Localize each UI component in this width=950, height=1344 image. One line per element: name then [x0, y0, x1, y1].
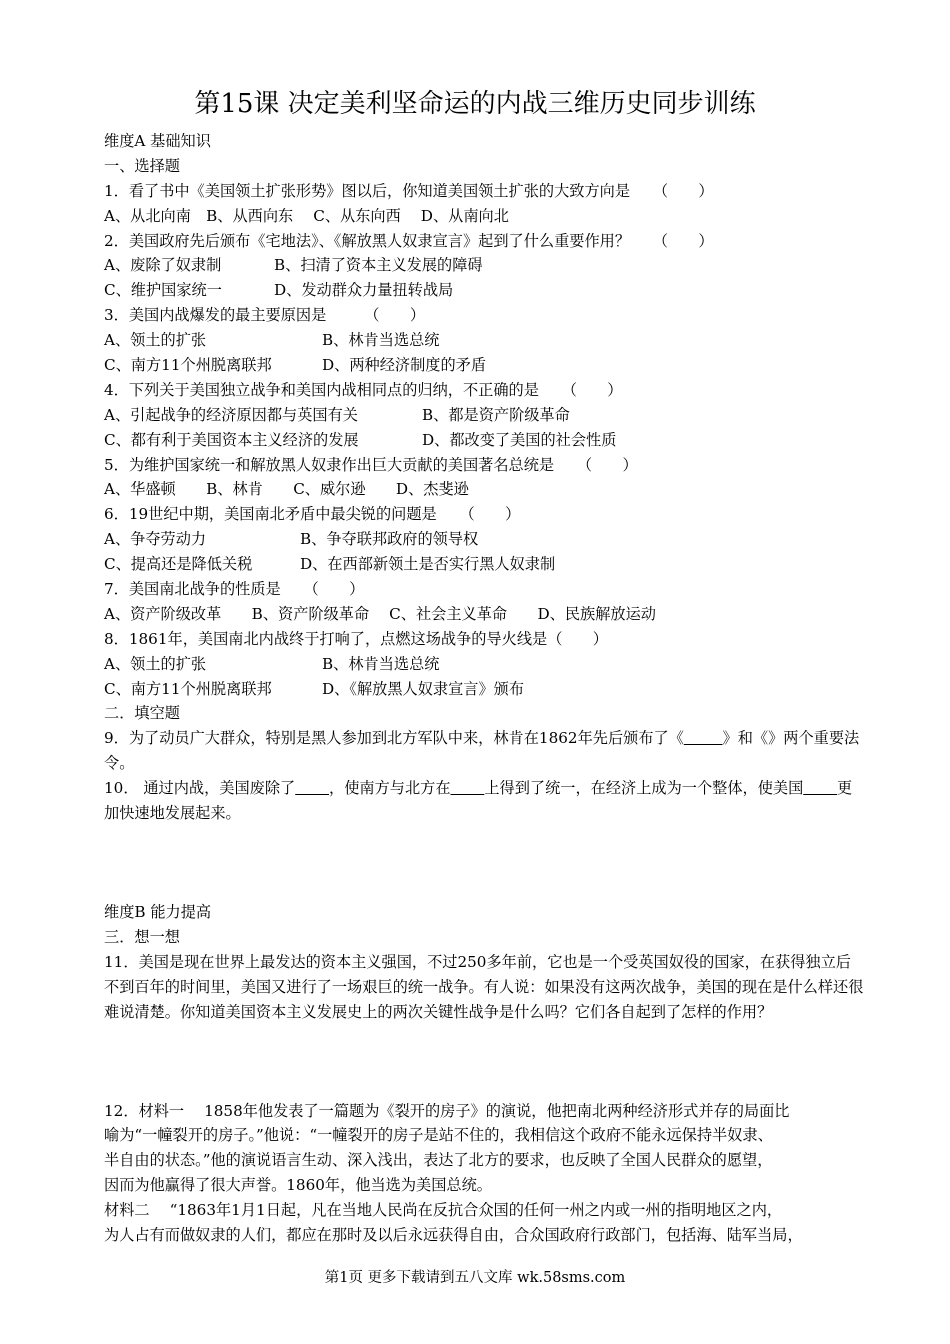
q6-option-c: C、提高还是降低关税 — [104, 555, 253, 574]
q1-options: A、从北向南 B、从西向东 C、从东向西 D、从南向北 — [104, 206, 509, 225]
q10-text-3: 上得到了统一，在经济上成为一个整体，使美国 — [484, 779, 804, 798]
q6-options-row2 — [104, 552, 864, 577]
q3-options-row2 — [104, 353, 864, 378]
q2-option-c: C、维护国家统一 — [104, 281, 222, 300]
q8-option-d: D、《解放黑人奴隶宣言》颁布 — [322, 679, 525, 698]
q5-stem: 5．为维护国家统一和解放黑人奴隶作出巨大贡献的美国著名总统是 （ ） — [104, 455, 638, 474]
dimension-a-heading: 维度A 基础知识 — [104, 132, 211, 150]
dimension-b-heading: 维度B 能力提高 — [104, 903, 212, 921]
q10-text-2: ，使南方与北方在 — [329, 779, 451, 798]
q11: 11．美国是现在世界上最发达的资本主义强国，不过250多年前，它也是一个受英国奴役的国家，在获得独立后不到百年的时间里，美国又进行了一场艰巨的统一战争。有人说：如果没有这两次战争，美国的现在是什么样还很难说清楚。你知道美国资本主义发展史上的两次关键性战争是什么吗？它们各自起到了怎样的作用？ — [104, 952, 864, 1021]
q3-option-b: B、林肯当选总统 — [322, 331, 440, 350]
q9-text-3: 》两个重要法令。 — [104, 729, 860, 773]
q12-material1-line2: 喻为“一幢裂开的房子。”他说：“一幢裂开的房子是站不住的，我相信这个政府不能永远保持半奴隶、 — [104, 1126, 773, 1145]
q6-option-d: D、在西部新领土是否实行黑人奴隶制 — [300, 555, 556, 574]
q4-options-row1 — [104, 403, 864, 428]
page-title: 第15课 决定美利坚命运的内战三维历史同步训练 — [194, 89, 756, 119]
document-body — [104, 129, 864, 1248]
q7-stem: 7．美国南北战争的性质是 （ ） — [104, 580, 365, 599]
q6-option-a: A、争夺劳动力 — [104, 530, 207, 549]
q10-blank-1[interactable] — [295, 779, 329, 797]
page-footer: 第1页 更多下载请到五八文库 wk.58sms.com — [324, 1270, 626, 1286]
section-think-heading: 三．想一想 — [104, 927, 180, 946]
q10 — [104, 776, 864, 826]
q2-options-row1 — [104, 253, 864, 278]
q9-text-2: 》和《 — [722, 729, 769, 748]
q10-text-1: 10． 通过内战，美国废除了 — [104, 779, 296, 798]
q2-options-row2 — [104, 278, 864, 303]
q10-blank-3[interactable] — [803, 779, 837, 797]
spacer — [104, 826, 864, 900]
q8-options-row2 — [104, 677, 864, 702]
q4-option-a: A、引起战争的经济原因都与英国有关 — [104, 405, 358, 424]
q4-options-row2 — [104, 428, 864, 453]
q4-stem: 4．下列关于美国独立战争和美国内战相同点的归纳，不正确的是 （ ） — [104, 380, 623, 399]
q2-option-d: D、发动群众力量扭转战局 — [274, 281, 454, 300]
q4-option-d: D、都改变了美国的社会性质 — [422, 430, 617, 449]
q6-stem: 6．19世纪中期，美国南北矛盾中最尖锐的问题是 （ ） — [104, 505, 521, 524]
q8-stem: 8．1861年，美国南北内战终于打响了，点燃这场战争的导火线是（ ） — [104, 629, 608, 648]
q9 — [104, 726, 864, 776]
q8-option-a: A、领土的扩张 — [104, 654, 207, 673]
q6-option-b: B、争夺联邦政府的领导权 — [300, 530, 479, 549]
q12-material2-line1: 材料二 “1863年1月1日起，凡在当地人民尚在反抗合众国的任何一州之内或一州的指明地区之内， — [104, 1201, 783, 1220]
q12-material2-line2: 为人占有而做奴隶的人们，都应在那时及以后永远获得自由，合众国政府行政部门，包括海、陆军当局， — [104, 1225, 803, 1244]
q3-option-d: D、两种经济制度的矛盾 — [322, 356, 487, 375]
q3-options-row1 — [104, 328, 864, 353]
q9-text-1: 9．为了动员广大群众，特别是黑人参加到北方军队中来，林肯在1862年先后颁布了《 — [104, 729, 684, 748]
q8-options-row1 — [104, 652, 864, 677]
q9-blank-1[interactable] — [684, 729, 723, 747]
q3-option-c: C、南方11个州脱离联邦 — [104, 356, 272, 375]
q8-option-c: C、南方11个州脱离联邦 — [104, 679, 272, 698]
q5-options: A、华盛顿 B、林肯 C、威尔逊 D、杰斐逊 — [104, 480, 469, 499]
q3-stem: 3．美国内战爆发的最主要原因是 （ ） — [104, 306, 426, 325]
q6-options-row1 — [104, 527, 864, 552]
q7-options: A、资产阶级改革 B、资产阶级革命 C、社会主义革命 D、民族解放运动 — [104, 604, 656, 623]
q12-material1-line3: 半自由的状态。”他的演说语言生动、深入浅出，表达了北方的要求，也反映了全国人民群众的愿望， — [104, 1151, 773, 1170]
q2-option-b: B、扫清了资本主义发展的障碍 — [274, 256, 483, 275]
q10-text-4: 更加快速地发展起来。 — [104, 779, 853, 823]
q3-option-a: A、领土的扩张 — [104, 331, 207, 350]
q4-option-c: C、都有利于美国资本主义经济的发展 — [104, 430, 359, 449]
answer-space — [104, 1025, 864, 1099]
q12-material1-line1: 12．材料一 1858年他发表了一篇题为《裂开的房子》的演说，他把南北两种经济形式并存的局面比 — [104, 1101, 790, 1120]
q2-option-a: A、废除了奴隶制 — [104, 256, 222, 275]
section-choice-heading: 一、选择题 — [104, 156, 180, 175]
q8-option-b: B、林肯当选总统 — [322, 654, 440, 673]
q1-stem: 1．看了书中《美国领土扩张形势》图以后，你知道美国领土扩张的大致方向是 （ ） — [104, 181, 714, 200]
q10-blank-2[interactable] — [451, 779, 485, 797]
q2-stem: 2．美国政府先后颁布《宅地法》、《解放黑人奴隶宣言》起到了什么重要作用？ （ ） — [104, 231, 714, 250]
q12-material1-line4: 因而为他赢得了很大声誉。1860年，他当选为美国总统。 — [104, 1176, 492, 1195]
q4-option-b: B、都是资产阶级革命 — [422, 405, 570, 424]
section-fill-heading: 二．填空题 — [104, 704, 180, 723]
